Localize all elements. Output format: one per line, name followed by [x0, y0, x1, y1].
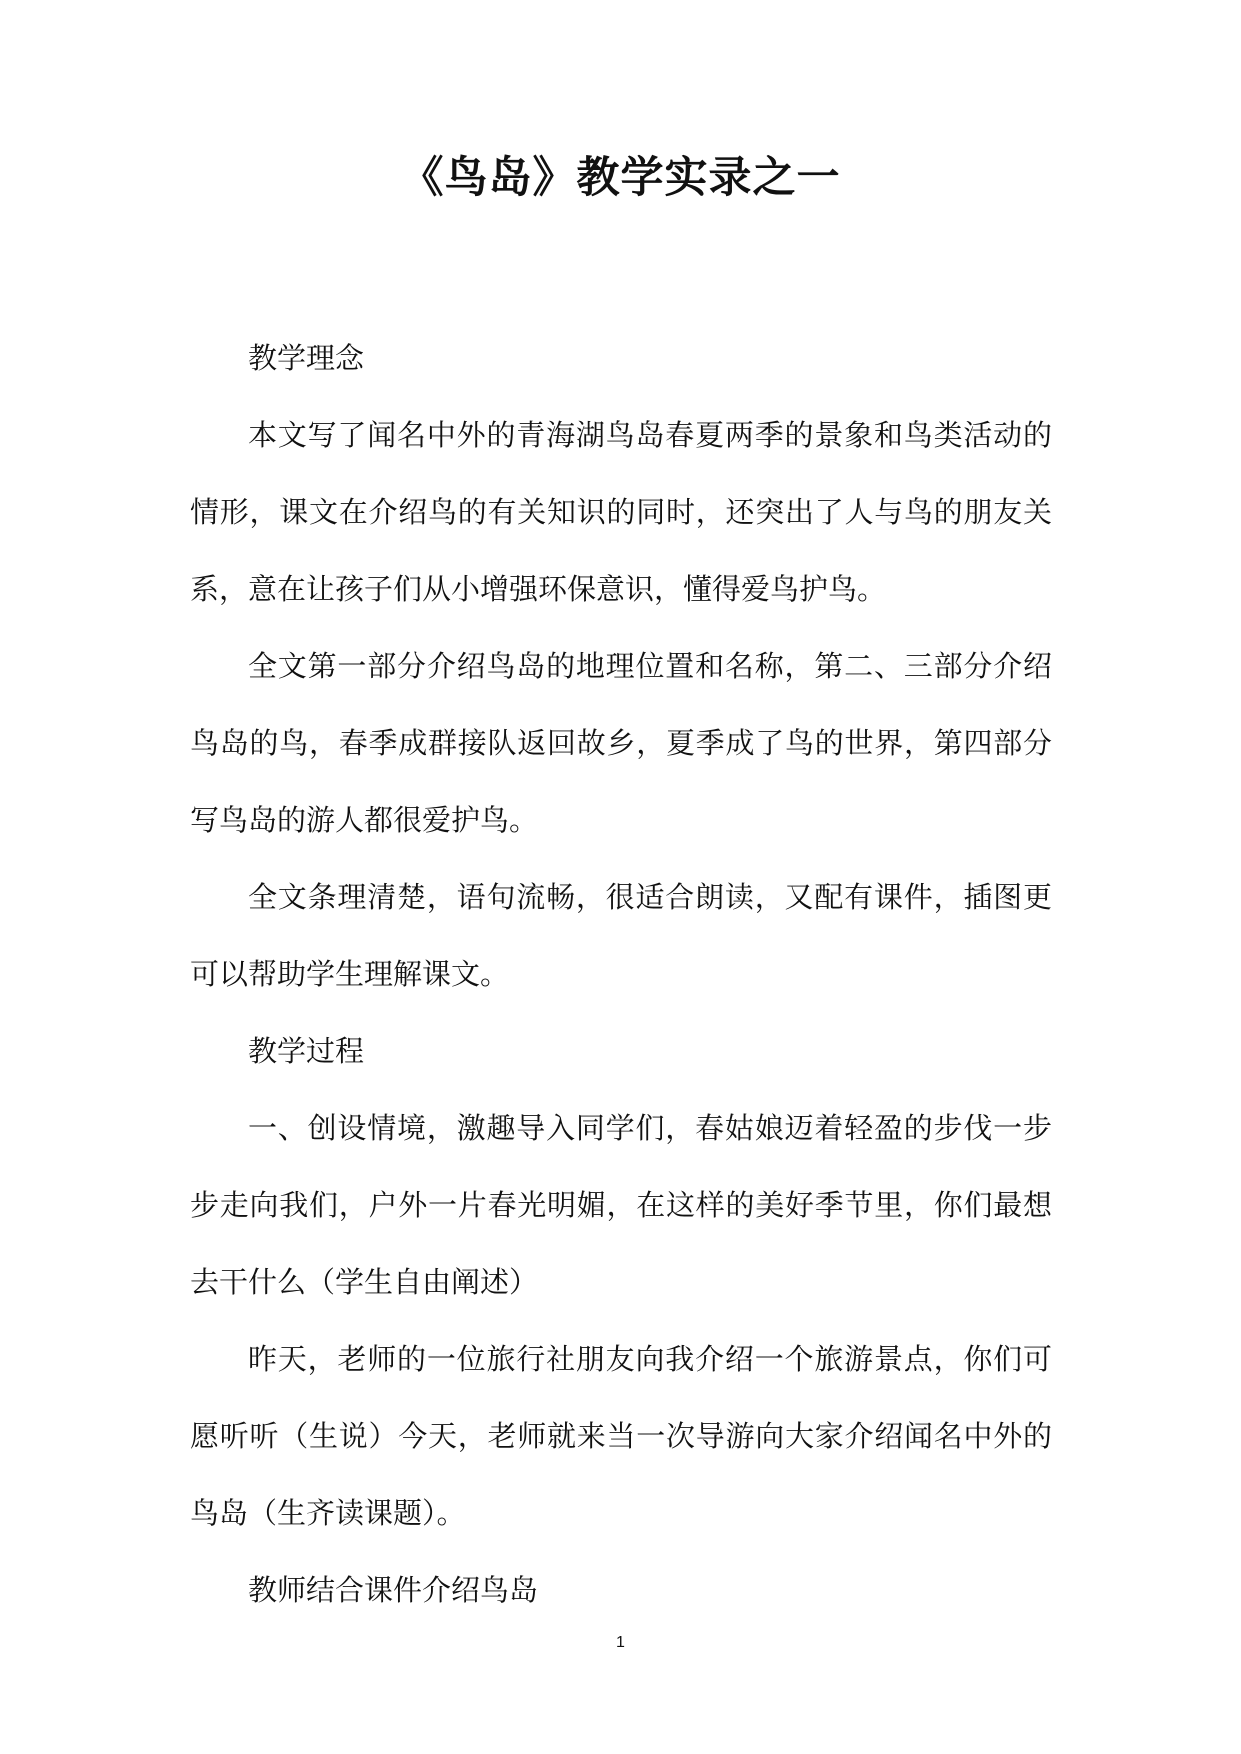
- paragraph: 教师结合课件介绍鸟岛: [248, 1573, 539, 1607]
- paragraph: 一、创设情境，激趣导入同学们，春姑娘迈着轻盈的步伐一步步走向我们，户外一片春光明媚，在这样的美好季节里，你们最想去干什么（学生自由阐述）: [190, 1111, 1052, 1299]
- paragraph: 全文条理清楚，语句流畅，很适合朗读，又配有课件，插图更可以帮助学生理解课文。: [190, 880, 1052, 991]
- document-body: [190, 320, 1052, 1629]
- page-number: 1: [616, 1634, 625, 1651]
- paragraph: 昨天，老师的一位旅行社朋友向我介绍一个旅游景点，你们可愿听听（生说）今天，老师就来当一次导游向大家介绍闻名中外的鸟岛（生齐读课题）。: [190, 1342, 1052, 1530]
- section-heading-teaching-process: 教学过程: [248, 1034, 365, 1068]
- section-heading-teaching-philosophy: 教学理念: [248, 341, 365, 375]
- paragraph: 本文写了闻名中外的青海湖鸟岛春夏两季的景象和鸟类活动的情形，课文在介绍鸟的有关知识的同时，还突出了人与鸟的朋友关系，意在让孩子们从小增强环保意识，懂得爱鸟护鸟。: [190, 418, 1052, 606]
- document-title: 《鸟岛》教学实录之一: [400, 153, 841, 203]
- paragraph: 全文第一部分介绍鸟岛的地理位置和名称，第二、三部分介绍鸟岛的鸟，春季成群接队返回故乡，夏季成了鸟的世界，第四部分写鸟岛的游人都很爱护鸟。: [190, 649, 1052, 837]
